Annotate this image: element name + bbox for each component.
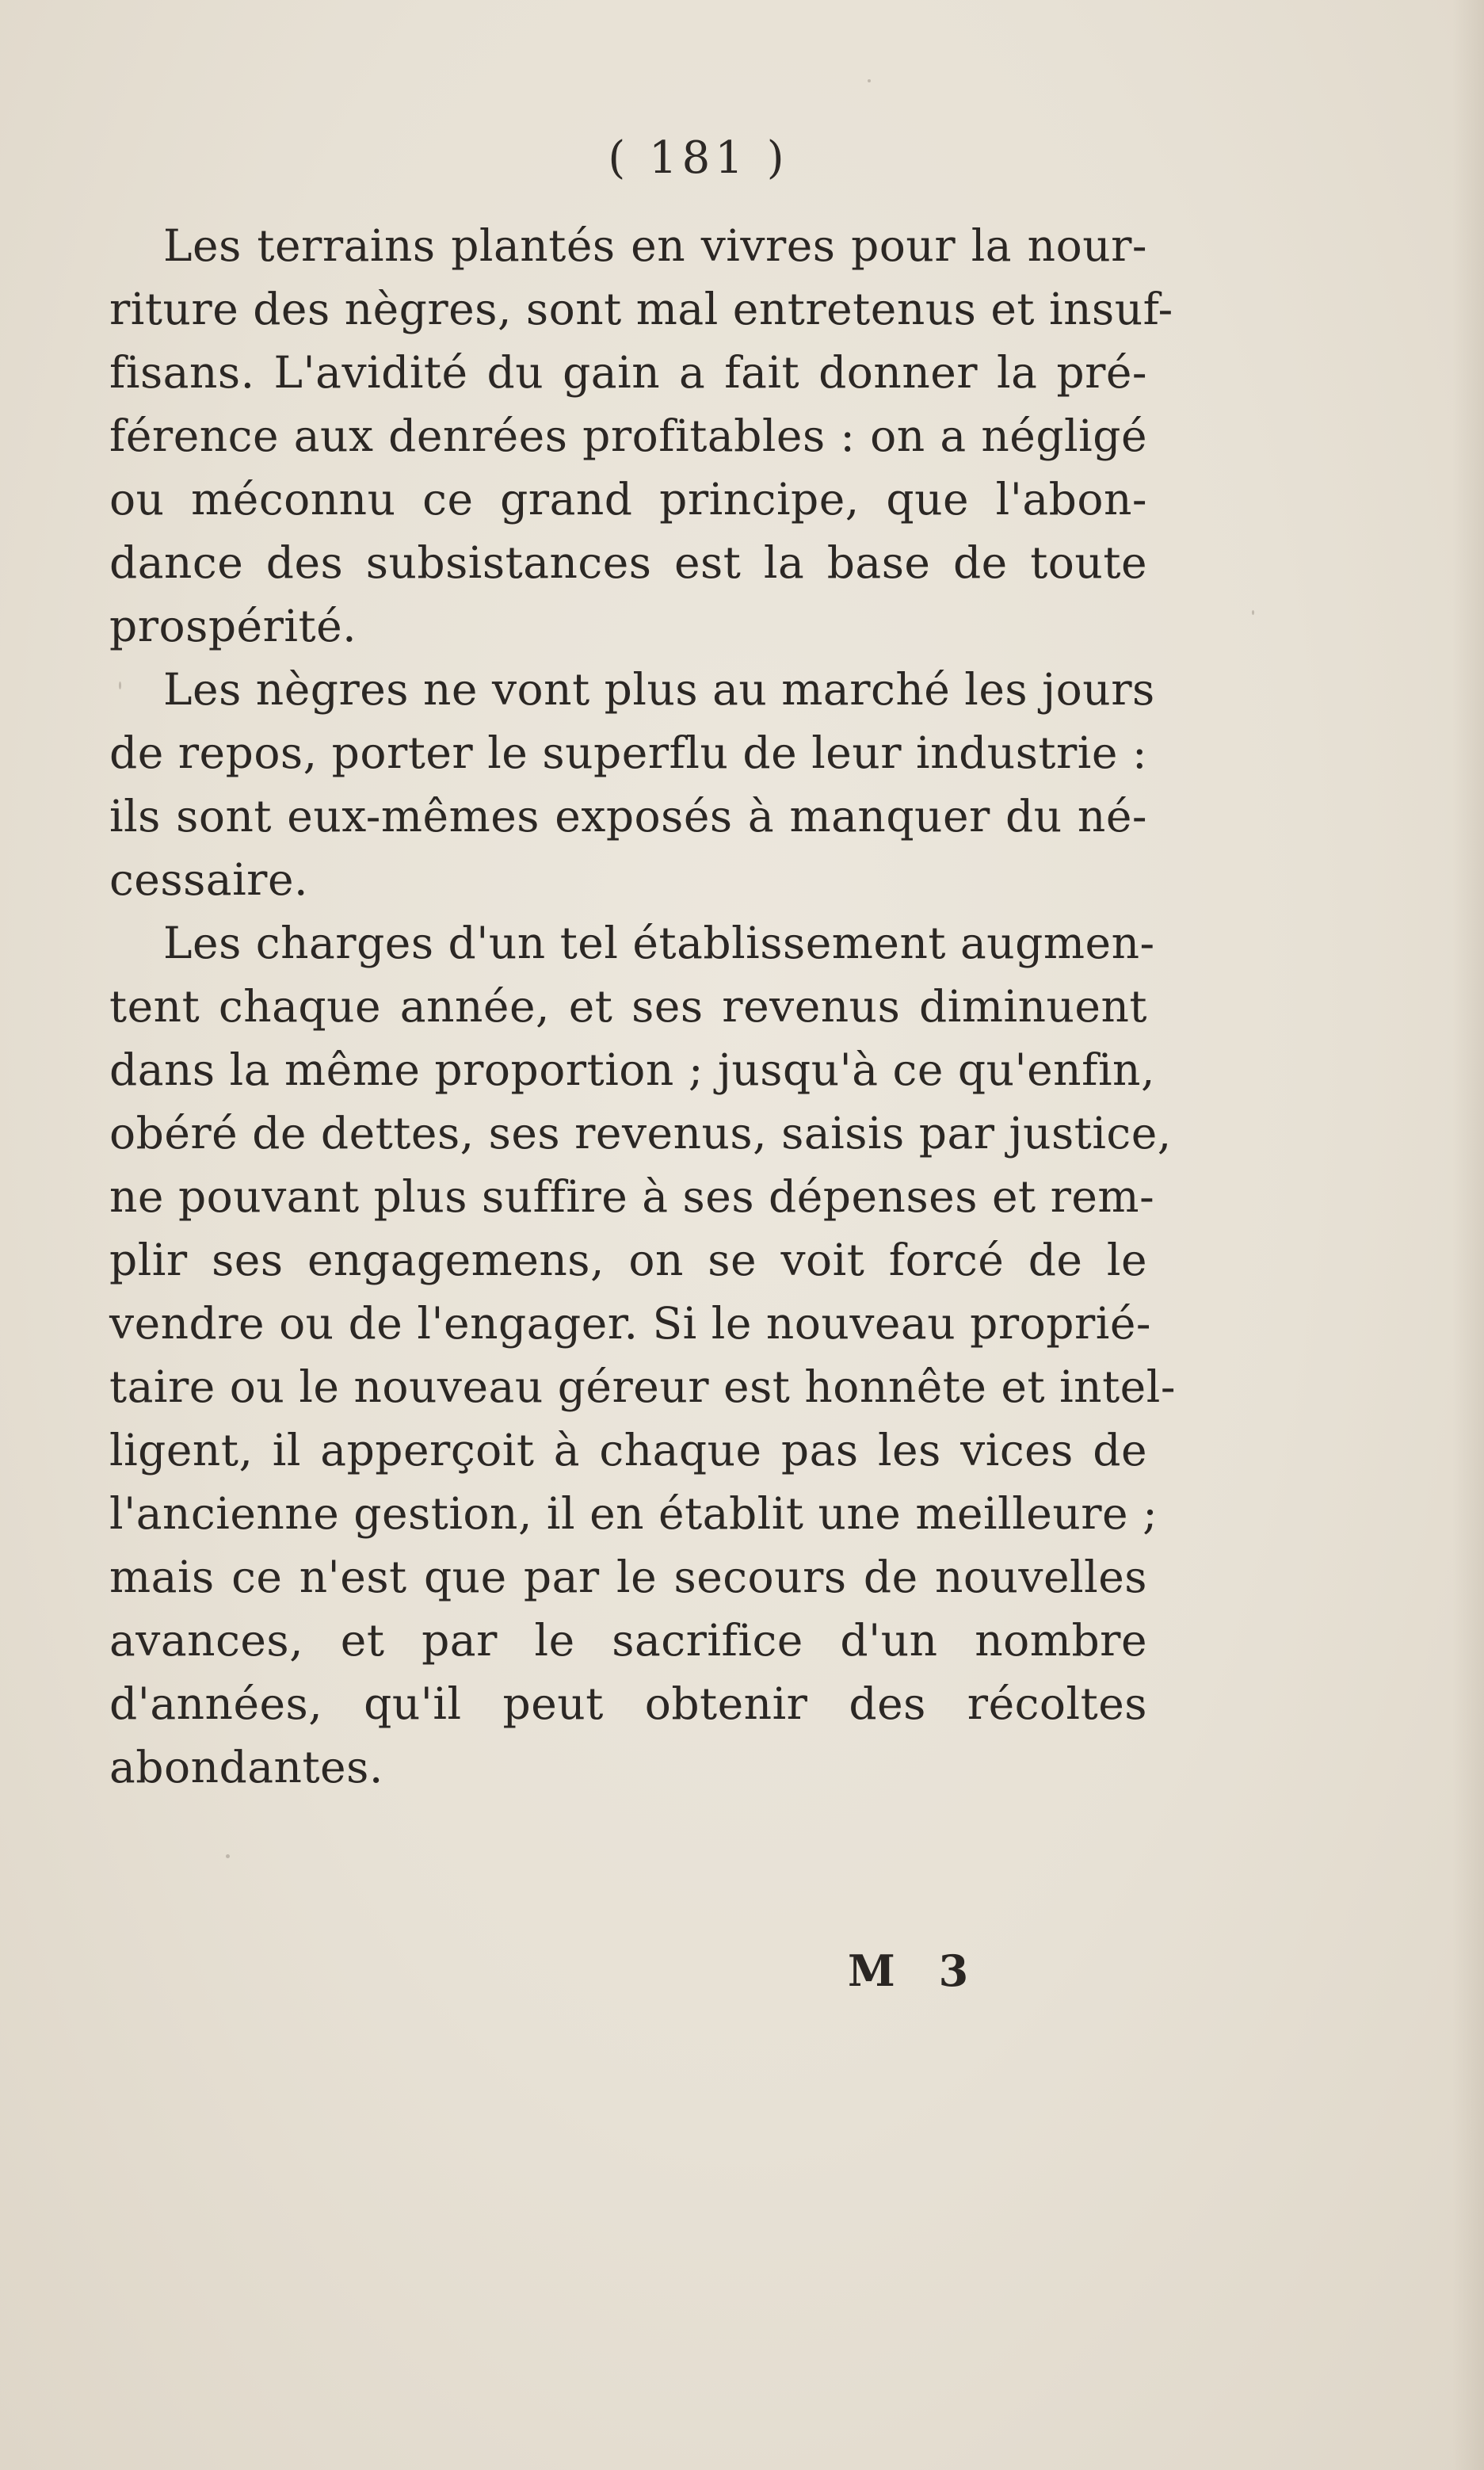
paper-speck (868, 79, 871, 82)
paragraph-2-line: cessaire. (109, 854, 309, 905)
paragraph-1-line: prospérité. (109, 601, 357, 651)
signature-mark: M 3 (848, 1945, 983, 1996)
paragraph-3-line: avances, et par le sacrifice d'un nombre (109, 1615, 1147, 1666)
paragraph-3-line: mais ce n'est que par le secours de nouvelles (109, 1552, 1147, 1602)
paragraph-3-line: ne pouvant plus suffire à ses dépenses et rem- (109, 1171, 1155, 1222)
paragraph-2-line: ils sont eux-mêmes exposés à manquer du né- (109, 791, 1147, 842)
paragraph-3-line: ligent, il apperçoit à chaque pas les vices de (109, 1425, 1147, 1476)
body-text (109, 214, 1176, 1799)
page-edge-shadow (1452, 0, 1484, 2470)
paragraph-3-line: l'ancienne gestion, il en établit une meilleure ; (109, 1488, 1158, 1539)
paragraph-1-line: dance des subsistances est la base de toute (109, 537, 1147, 588)
paragraph-3-line: obéré de dettes, ses revenus, saisis par justice, (109, 1108, 1172, 1159)
paragraph-3-line: taire ou le nouveau géreur est honnête et intel- (109, 1361, 1176, 1412)
paragraph-3-line: Les charges d'un tel établissement augmen- (163, 918, 1155, 968)
paragraph-2-line: de repos, porter le superflu de leur industrie : (109, 727, 1147, 778)
paragraph-1-line: riture des nègres, sont mal entretenus et insuf- (109, 284, 1173, 334)
paragraph-3-line: plir ses engagemens, on se voit forcé de le (109, 1235, 1147, 1285)
paper-speck (1252, 610, 1254, 615)
paragraph-3-line: d'années, qu'il peut obtenir des récoltes (109, 1678, 1147, 1729)
paper-speck (119, 681, 121, 689)
paragraph-3-line: vendre ou de l'engager. Si le nouveau proprié- (109, 1298, 1151, 1349)
paragraph-1-line: ou méconnu ce grand principe, que l'abon- (109, 474, 1147, 525)
paragraph-3-line: abondantes. (109, 1742, 383, 1792)
page-number: ( 181 ) (608, 132, 789, 184)
paragraph-3-line: dans la même proportion ; jusqu'à ce qu'enfin, (109, 1044, 1155, 1095)
paper-speck (226, 1854, 230, 1858)
paragraph-2-line: Les nègres ne vont plus au marché les jours (163, 664, 1155, 715)
paragraph-1-line: férence aux denrées profitables : on a négligé (109, 410, 1147, 461)
paragraph-1-line: Les terrains plantés en vivres pour la nour- (163, 220, 1147, 271)
page-number-header (0, 127, 1484, 190)
paragraph-1-line: fisans. L'avidité du gain a fait donner la pré- (109, 347, 1147, 398)
paragraph-3-line: tent chaque année, et ses revenus diminuent (109, 981, 1147, 1032)
